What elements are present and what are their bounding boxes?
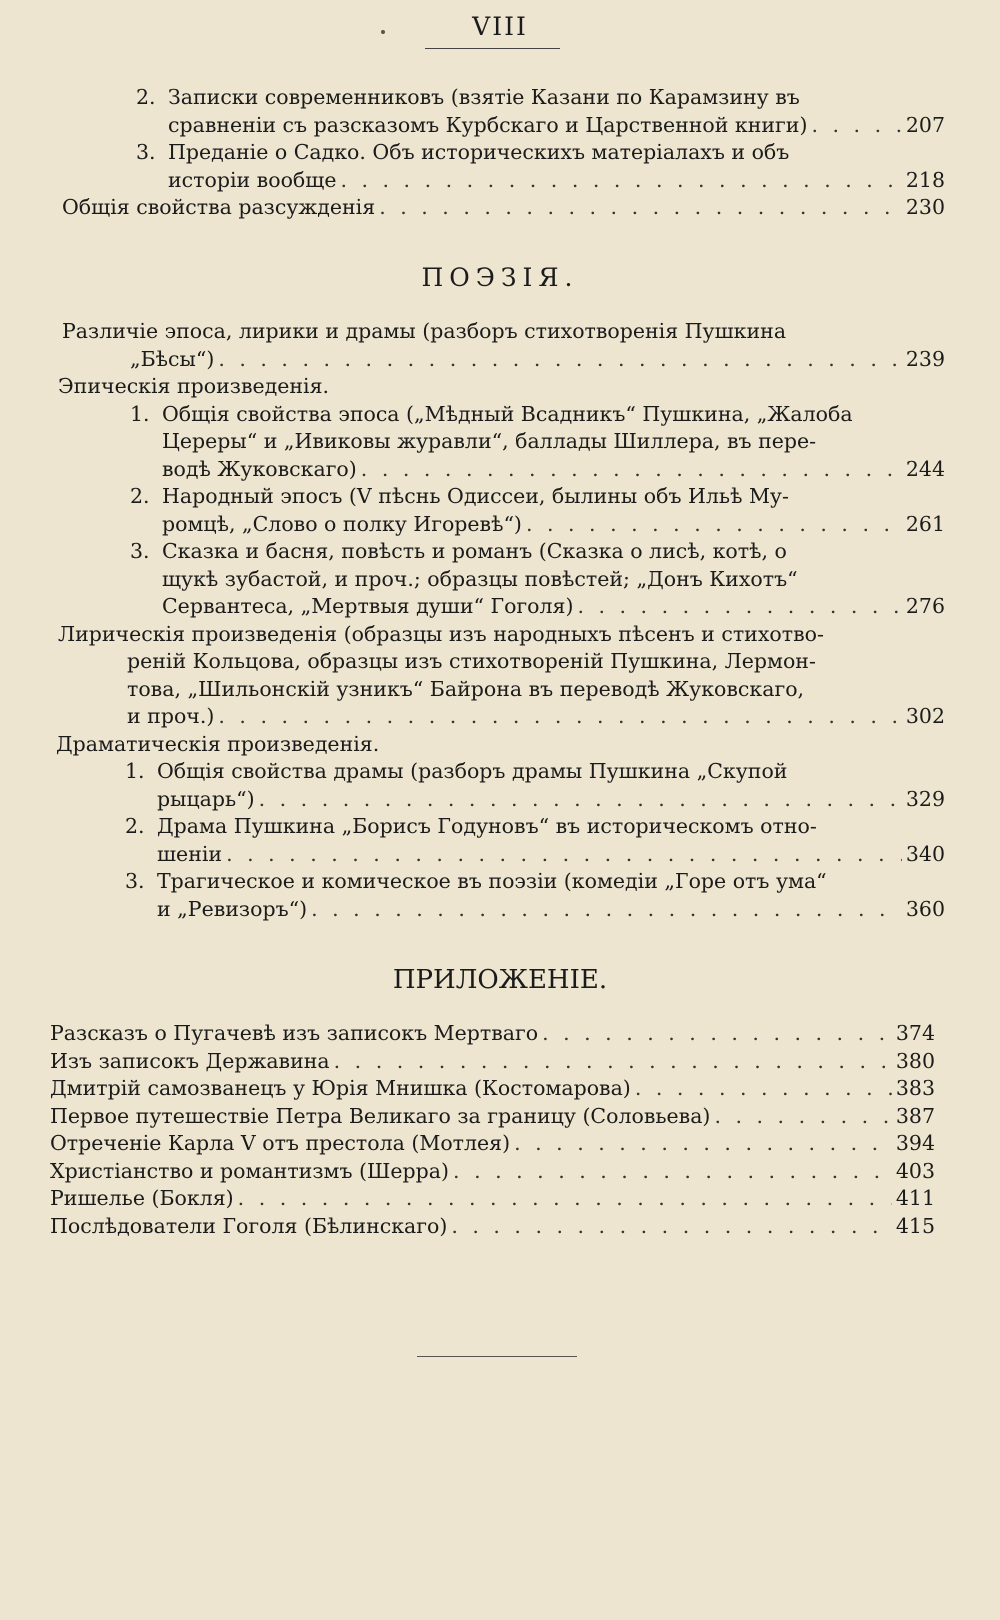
page-number: VIII — [472, 12, 528, 41]
entry-line — [127, 676, 945, 704]
entry-line — [162, 456, 945, 484]
entry-text: Сервантеса, „Мертвыя души“ Гоголя) — [162, 594, 574, 618]
entry-line-row — [162, 456, 945, 484]
appendix-line — [50, 1048, 935, 1076]
dot-leader — [218, 346, 902, 374]
entry-line-row — [157, 813, 945, 841]
entry-line-row — [157, 868, 945, 896]
appendix-entry-text: Изъ записокъ Державина — [50, 1048, 330, 1073]
entry-text: Сказка и басня, повѣсть и романъ (Сказка о лисѣ, котѣ, о — [162, 539, 787, 563]
entry-line — [168, 167, 945, 195]
page-ref: 415 — [895, 1213, 935, 1238]
page-ref: 244 — [905, 456, 945, 481]
entry-text: Драма Пушкина „Борисъ Годуновъ“ въ историческомъ отно- — [157, 814, 817, 838]
entry-line-row — [162, 483, 945, 511]
appendix-entry-text: Послѣдователи Гоголя (Бѣлинскаго) — [50, 1213, 448, 1238]
page-ref: 329 — [905, 786, 945, 811]
entry-text: Общія свойства разсужденія — [62, 195, 376, 219]
entry-line-row — [168, 167, 945, 195]
page-ref: 218 — [905, 167, 945, 192]
entry-line-row — [168, 139, 945, 167]
page-ref: 239 — [905, 346, 945, 371]
dot-leader — [311, 896, 902, 924]
dot-leader — [635, 1075, 892, 1103]
entry-text: Общія свойства эпоса („Мѣдный Всадникъ“ Пушкина, „Жалоба — [162, 401, 853, 426]
entry-line-row — [130, 346, 945, 374]
appendix-entry — [50, 1185, 935, 1213]
entry-text: Цереры“ и „Ивиковы журавли“, баллады Шиллера, въ пере- — [162, 429, 817, 453]
entry-text: това, „Шильонскій узникъ“ Байрона въ переводѣ Жуковскаго, — [127, 676, 805, 701]
drama-heading: Драматическія произведенія. — [56, 731, 380, 756]
entry-line — [162, 593, 945, 621]
entry-line — [168, 112, 945, 140]
entry-line-row — [162, 401, 945, 429]
dot-leader — [379, 194, 902, 222]
page-ref: 207 — [905, 112, 945, 137]
entry-line-row — [62, 194, 945, 222]
appendix-entry-text: Дмитрій самозванецъ у Юрія Мнишка (Костомарова) — [50, 1076, 631, 1100]
entry-text: Трагическое и комическое въ поэзіи (комедіи „Горе отъ ума“ — [157, 869, 827, 893]
page-ref: 230 — [905, 195, 945, 219]
entry-line — [157, 868, 945, 896]
page-ref: 394 — [895, 1131, 935, 1155]
entry-line — [127, 703, 945, 731]
entry-line — [157, 786, 945, 814]
entry-text: „Бѣсы“) — [130, 346, 215, 371]
page-ref: 360 — [905, 896, 945, 921]
entry-text: реній Кольцова, образцы изъ стихотвореній Пушкина, Лермон- — [127, 649, 816, 673]
page-ref: 380 — [895, 1048, 935, 1073]
appendix-entry — [50, 1020, 935, 1048]
dot-leader — [259, 786, 902, 814]
appendix-line — [50, 1075, 935, 1103]
page-ref: 340 — [905, 841, 945, 866]
entry-text: ромцѣ, „Слово о полку Игоревѣ“) — [162, 511, 522, 536]
dot-leader — [340, 167, 901, 195]
dot-leader — [238, 1185, 892, 1213]
page-ref: 387 — [895, 1103, 935, 1128]
entry-line-row — [157, 786, 945, 814]
entry-line-row — [168, 84, 945, 112]
entry-number: 3. — [130, 539, 150, 563]
page-ref: 403 — [895, 1158, 935, 1183]
entry-line — [162, 483, 945, 511]
dot-leader — [453, 1158, 892, 1186]
dot-leader — [334, 1048, 892, 1076]
header-rule — [425, 48, 560, 49]
entry-line — [127, 648, 945, 676]
entry-line — [168, 84, 945, 112]
entry-number: 3. — [136, 140, 156, 164]
appendix-line — [50, 1158, 935, 1186]
entry-number: 2. — [125, 814, 145, 838]
appendix-line — [50, 1213, 935, 1241]
entry-line-row — [62, 318, 945, 346]
dot-leader — [218, 703, 901, 731]
dot-leader — [542, 1020, 892, 1048]
entry-line — [157, 841, 945, 869]
page-ref: 411 — [895, 1186, 935, 1210]
entry-text: и проч.) — [127, 704, 215, 728]
entry-text: рыцарь“) — [157, 786, 255, 811]
entry-text: и „Ревизоръ“) — [157, 896, 308, 921]
entry-line — [58, 621, 945, 649]
page-ref: 276 — [905, 594, 945, 618]
entry-line — [162, 401, 945, 429]
entry-text: исторіи вообще — [168, 167, 337, 192]
entry-line-row — [168, 112, 945, 140]
entry-line-row — [157, 841, 945, 869]
dot-leader — [714, 1103, 891, 1131]
appendix-entry — [50, 1048, 935, 1076]
section-title-appendix: ПРИЛОЖЕНІЕ. — [392, 965, 608, 995]
appendix-line — [50, 1103, 935, 1131]
entry-line-row — [162, 428, 945, 456]
entry-line — [157, 813, 945, 841]
appendix-entry — [50, 1103, 935, 1131]
appendix-entry-text: Ришелье (Бокля) — [50, 1186, 234, 1210]
entry-line-row — [127, 703, 945, 731]
entry-text: Общія свойства драмы (разборъ драмы Пушкина „Скупой — [157, 759, 788, 783]
epic-heading: Эпическія произведенія. — [58, 374, 330, 398]
entry-text: Преданіе о Садко. Объ историческихъ матеріалахъ и объ — [168, 140, 790, 164]
entry-text: Народный эпосъ (V пѣснь Одиссеи, былины объ Ильѣ Му- — [162, 484, 789, 508]
appendix-line — [50, 1185, 935, 1213]
section-title-poetry: ПОЭЗІЯ. — [421, 263, 579, 292]
dot-leader — [226, 841, 902, 869]
appendix-entry-text: Разсказъ о Пугачевѣ изъ записокъ Мертваго — [50, 1021, 539, 1045]
dot-leader — [451, 1213, 892, 1241]
entry-line-row — [127, 676, 945, 704]
dot-leader — [526, 511, 902, 539]
entry-line — [62, 194, 945, 222]
entry-line-row — [58, 621, 945, 649]
entry-line-row — [162, 538, 945, 566]
page-ref: 374 — [895, 1021, 935, 1045]
dot-leader — [514, 1130, 892, 1158]
entry-line-row — [162, 593, 945, 621]
entry-line — [162, 511, 945, 539]
end-rule — [417, 1356, 577, 1357]
entry-number: 3. — [125, 869, 145, 893]
appendix-entry — [50, 1075, 935, 1103]
appendix-line — [50, 1020, 935, 1048]
entry-line — [168, 139, 945, 167]
entry-text: водѣ Жуковскаго) — [162, 456, 357, 481]
entry-line — [162, 566, 945, 594]
page-ref: 302 — [905, 704, 945, 728]
page-ref: 261 — [905, 511, 945, 536]
entry-line — [162, 538, 945, 566]
entry-line — [162, 428, 945, 456]
dot-leader — [361, 456, 902, 484]
entry-text: Записки современниковъ (взятіе Казани по Карамзину въ — [168, 85, 800, 109]
entry-number: 2. — [136, 85, 156, 109]
appendix-entry-text: Христіанство и романтизмъ (Шерра) — [50, 1158, 450, 1183]
entry-line-row — [127, 648, 945, 676]
dot-leader — [577, 593, 901, 621]
entry-text: щукѣ зубастой, и проч.; образцы повѣстей; „Донъ Кихотъ“ — [162, 566, 798, 591]
entry-text: Различіе эпоса, лирики и драмы (разборъ стихотворенія Пушкина — [62, 319, 787, 343]
appendix-entry-text: Первое путешествіе Петра Великаго за границу (Соловьева) — [50, 1103, 711, 1128]
entry-line — [157, 758, 945, 786]
entry-line-row — [162, 566, 945, 594]
entry-line-row — [157, 896, 945, 924]
appendix-entry — [50, 1158, 935, 1186]
appendix-line — [50, 1130, 935, 1158]
entry-text: Лирическія произведенія (образцы изъ народныхъ пѣсенъ и стихотво- — [58, 621, 824, 646]
appendix-entry — [50, 1213, 935, 1241]
entry-line — [157, 896, 945, 924]
entry-line-row — [157, 758, 945, 786]
entry-line-row — [162, 511, 945, 539]
entry-text: сравненіи съ разсказомъ Курбскаго и Царственной книги) — [168, 112, 808, 137]
appendix-entry-text: Отреченіе Карла V отъ престола (Мотлея) — [50, 1131, 511, 1155]
entry-number: 1. — [125, 759, 145, 783]
entry-line — [130, 346, 945, 374]
entry-text: шеніи — [157, 841, 223, 866]
entry-line — [62, 318, 945, 346]
entry-number: 1. — [130, 401, 150, 426]
entry-number: 2. — [130, 484, 150, 508]
appendix-entry — [50, 1130, 935, 1158]
dot-leader — [811, 112, 901, 140]
page-ref: 383 — [895, 1076, 935, 1100]
